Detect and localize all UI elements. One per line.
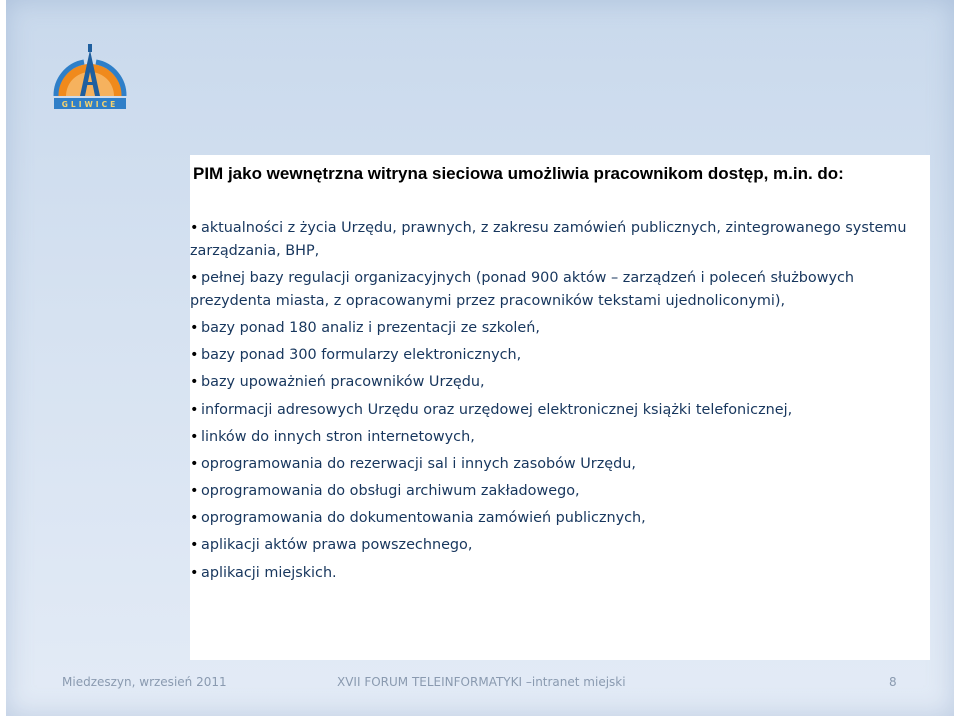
list-item bbox=[190, 534, 920, 557]
list-item-text: bazy ponad 300 formularzy elektronicznych, bbox=[201, 347, 522, 364]
bullet-icon: • bbox=[190, 510, 199, 527]
logo-text: GLIWICE bbox=[61, 100, 119, 109]
bullet-icon: • bbox=[190, 347, 199, 364]
list-item-text: informacji adresowych Urzędu oraz urzędowej elektronicznej książki telefonicznej, bbox=[201, 401, 793, 418]
list-item bbox=[190, 453, 920, 476]
list-item-text: aplikacji aktów prawa powszechnego, bbox=[201, 537, 473, 554]
list-item-text: pełnej bazy regulacji organizacyjnych (ponad 900 aktów – zarządzeń i poleceń służbowych prezydenta miasta, z opracowanymi przez pracowników tekstami ujednoliconymi), bbox=[190, 269, 855, 309]
bullet-icon: • bbox=[190, 564, 199, 581]
list-item-text: bazy upoważnień pracowników Urzędu, bbox=[201, 374, 485, 391]
bullet-icon: • bbox=[190, 483, 199, 500]
bullet-icon: • bbox=[190, 269, 199, 286]
list-item bbox=[190, 217, 920, 263]
bullet-icon: • bbox=[190, 374, 199, 391]
bullet-icon: • bbox=[190, 401, 199, 418]
list-item bbox=[190, 399, 920, 422]
list-item-text: bazy ponad 180 analiz i prezentacji ze szkoleń, bbox=[201, 319, 540, 336]
list-item bbox=[190, 267, 920, 313]
list-item bbox=[190, 562, 920, 585]
bullet-icon: • bbox=[190, 455, 199, 472]
bullet-icon: • bbox=[190, 428, 199, 445]
list-item-text: linków do innych stron internetowych, bbox=[201, 428, 475, 445]
bullet-icon: • bbox=[190, 319, 199, 336]
list-item bbox=[190, 426, 920, 449]
bullet-icon: • bbox=[190, 220, 199, 236]
page-number: 8 bbox=[889, 675, 897, 689]
content-panel bbox=[190, 155, 930, 660]
gliwice-logo bbox=[50, 42, 130, 114]
list-item bbox=[190, 507, 920, 530]
bullet-icon: • bbox=[190, 537, 199, 554]
list-item-text: oprogramowania do rezerwacji sal i innych zasobów Urzędu, bbox=[201, 455, 636, 472]
bullet-list bbox=[190, 217, 920, 589]
list-item bbox=[190, 480, 920, 503]
list-item-text: aktualności z życia Urzędu, prawnych, z zakresu zamówień publicznych, zintegrowanego systemu zarządzania, BHP, bbox=[190, 220, 907, 259]
footer-event-title: XVII FORUM TELEINFORMATYKI –intranet miejski bbox=[337, 675, 626, 689]
list-item-text: oprogramowania do dokumentowania zamówień publicznych, bbox=[201, 510, 646, 527]
list-item-text: aplikacji miejskich. bbox=[201, 564, 337, 581]
list-item-text: oprogramowania do obsługi archiwum zakładowego, bbox=[201, 483, 580, 500]
list-item bbox=[190, 317, 920, 340]
footer-date-location: Miedzeszyn, wrzesień 2011 bbox=[62, 675, 227, 689]
slide-heading: PIM jako wewnętrzna witryna sieciowa umożliwia pracownikom dostęp, m.in. do: bbox=[193, 164, 844, 183]
list-item bbox=[190, 344, 920, 367]
list-item bbox=[190, 371, 920, 394]
